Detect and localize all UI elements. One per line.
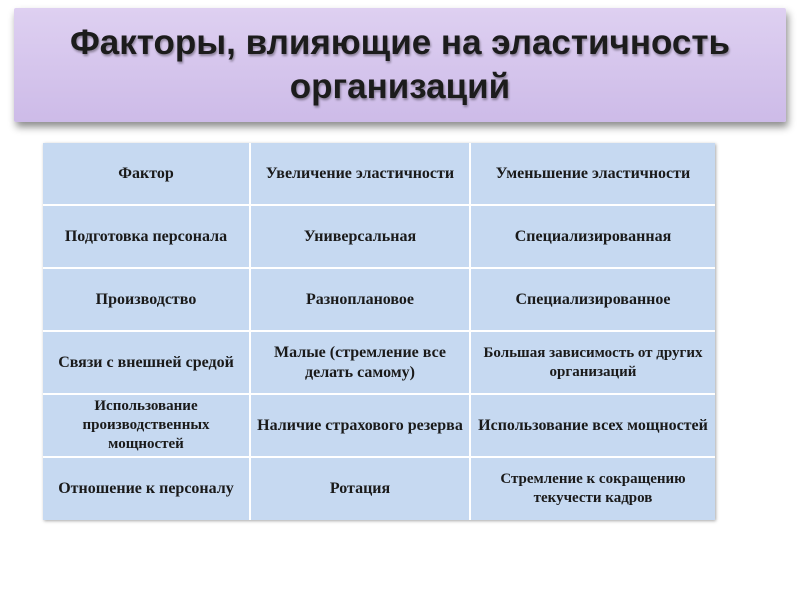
- table-cell: [251, 395, 471, 458]
- table-row: [43, 395, 715, 458]
- table-cell: [251, 458, 471, 520]
- table-cell: [471, 332, 715, 395]
- cell-text: Стремление к сокращению текучести кадров: [500, 471, 686, 506]
- cell-text: Специализированная: [514, 227, 672, 245]
- cell-text: Производство: [95, 290, 197, 308]
- table-cell: [43, 332, 251, 395]
- table-row: [43, 332, 715, 395]
- header-increase: [251, 143, 471, 206]
- table-cell: [43, 269, 251, 332]
- factors-table: [43, 143, 715, 520]
- table-cell: [251, 332, 471, 395]
- cell-text: Отношение к персоналу: [58, 480, 234, 497]
- cell-text: Использование всех мощностей: [478, 416, 708, 434]
- cell-text: Универсальная: [303, 227, 417, 245]
- header-factor-text: Фактор: [118, 164, 174, 182]
- table-cell: [251, 269, 471, 332]
- header-factor: [43, 143, 251, 206]
- cell-text: Подготовка персонала: [64, 227, 228, 245]
- title-banner: [14, 8, 786, 122]
- cell-text: Специализированное: [515, 290, 671, 308]
- cell-text: Большая зависимость от других организаций: [483, 344, 703, 380]
- header-decrease-text: Уменьшение эластичности: [495, 164, 691, 182]
- table-cell: [43, 395, 251, 458]
- table-cell: [471, 206, 715, 269]
- table-header-row: [43, 143, 715, 206]
- cell-text: Малые (стремление все делать самому): [273, 343, 447, 381]
- slide-title: Факторы, влияющие на эластичность организаций: [69, 23, 731, 106]
- cell-text: Использование производственных мощностей: [82, 398, 210, 452]
- table-cell: [471, 395, 715, 458]
- table-cell: [471, 269, 715, 332]
- cell-text: Ротация: [329, 480, 391, 497]
- header-decrease: [471, 143, 715, 206]
- table-cell: [471, 458, 715, 520]
- cell-text: Разноплановое: [305, 290, 415, 308]
- header-increase-text: Увеличение эластичности: [265, 164, 455, 182]
- cell-text: Наличие страхового резерва: [257, 416, 463, 434]
- table-row: [43, 269, 715, 332]
- table-cell: [43, 458, 251, 520]
- table-row: [43, 206, 715, 269]
- table-row: [43, 458, 715, 520]
- table-cell: [251, 206, 471, 269]
- cell-text: Связи с внешней средой: [58, 353, 234, 371]
- table-cell: [43, 206, 251, 269]
